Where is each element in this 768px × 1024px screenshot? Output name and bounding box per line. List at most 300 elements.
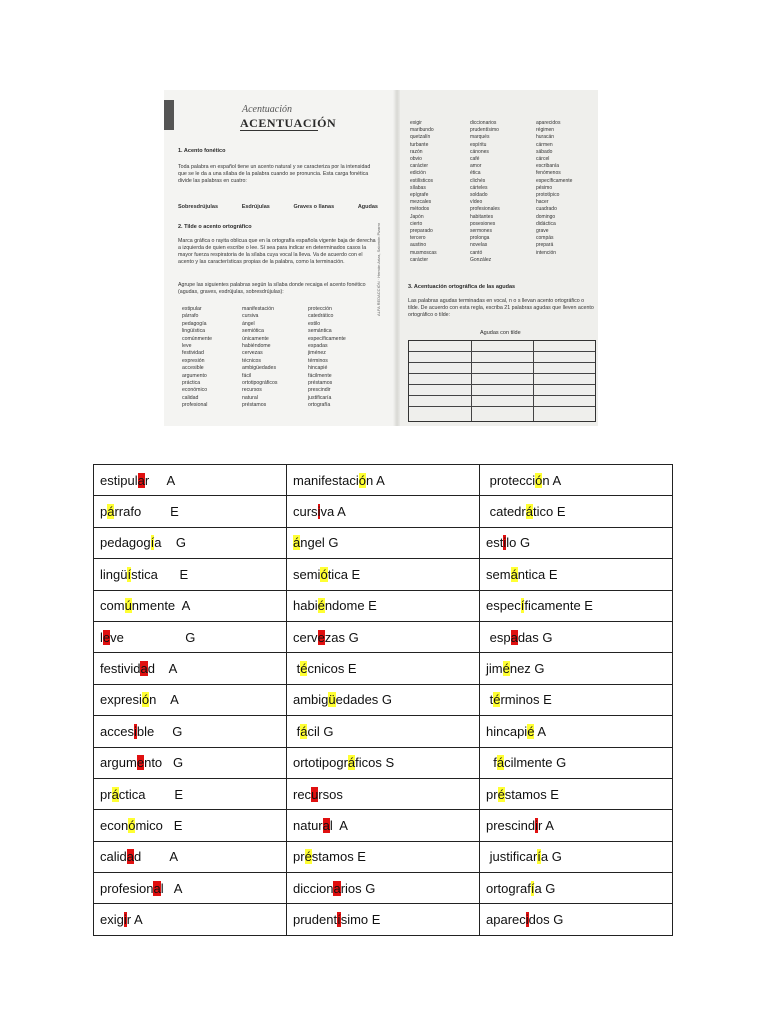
word-item: cantó	[470, 249, 483, 256]
title-rule	[240, 130, 318, 131]
table-row	[94, 810, 673, 841]
word-text: d A	[147, 661, 178, 677]
word-item: cárteles	[470, 184, 488, 191]
word-text: pedagog	[100, 535, 151, 551]
stress-highlight-yellow: í	[150, 535, 155, 551]
word-item: cánones	[470, 148, 489, 155]
answer-cell	[480, 465, 673, 496]
word-text: rios G	[340, 880, 376, 896]
answer-cell	[480, 559, 673, 590]
worksheet-left-page	[164, 90, 396, 426]
word-item: carácter	[410, 163, 429, 170]
word-item: prescindir	[308, 387, 331, 394]
word-item: específicamente	[308, 335, 346, 342]
word-text: r A	[538, 817, 554, 833]
word-text: a G	[534, 880, 556, 896]
answer-cell	[287, 873, 480, 904]
table-row	[94, 527, 673, 558]
word-text: cilmente G	[504, 755, 567, 771]
word-item: exigir	[410, 120, 422, 126]
right-column	[410, 120, 470, 264]
stress-highlight-red: e	[102, 629, 111, 645]
word-item: ortotipográficos	[242, 380, 278, 387]
stress-highlight-yellow: é	[527, 723, 535, 739]
word-text: simo E	[340, 912, 381, 928]
answer-cell	[287, 590, 480, 621]
word-text: exig	[100, 912, 124, 928]
word-item: prototípico	[536, 192, 560, 199]
word-text: rec	[293, 786, 312, 802]
word-text: ble G	[136, 723, 183, 739]
exercise-column	[308, 306, 374, 410]
word-text: r A	[126, 912, 143, 928]
stress-highlight-yellow: é	[304, 849, 312, 865]
word-text: ficos S	[355, 755, 395, 771]
word-text: econ	[100, 817, 129, 833]
word-text: a G	[154, 535, 187, 551]
word-text: prudent	[293, 912, 338, 928]
stress-highlight-yellow: é	[497, 786, 505, 802]
word-item: técnicos	[242, 357, 262, 364]
agudas-grid	[408, 340, 596, 422]
word-text: l	[100, 629, 103, 645]
word-text: pr	[293, 849, 305, 865]
word-text: cerv	[293, 629, 318, 645]
word-item: posesiones	[470, 220, 496, 227]
answer-cell	[480, 747, 673, 778]
word-item: quetzalín	[410, 134, 431, 141]
word-text: tico E	[532, 504, 566, 520]
word-text: hincapi	[486, 723, 528, 739]
word-text: n A	[149, 692, 179, 708]
word-item: expresión	[182, 357, 205, 364]
word-item: ortografía	[308, 402, 331, 409]
word-item: estilísticos	[410, 177, 434, 184]
stress-highlight-red: í	[337, 912, 341, 928]
word-item: marqués	[470, 134, 490, 141]
word-item: grave	[536, 228, 549, 235]
stress-highlight-red: a	[153, 880, 161, 896]
word-item: profesionales	[470, 206, 500, 213]
table-row	[94, 841, 673, 872]
answer-cell	[287, 465, 480, 496]
word-text: acces	[100, 723, 134, 739]
answer-cell	[480, 778, 673, 809]
stress-highlight-red: a	[333, 880, 341, 896]
word-text: curs	[293, 504, 318, 520]
table-row	[94, 778, 673, 809]
stress-highlight-yellow: ó	[128, 817, 136, 833]
word-text: protecci	[486, 472, 536, 488]
word-text: t	[486, 692, 494, 708]
word-type: Esdrújulas	[241, 204, 270, 210]
answer-cell	[287, 810, 480, 841]
word-text: com	[100, 598, 125, 614]
answer-cell	[94, 590, 287, 621]
word-item: justificaría	[308, 394, 332, 401]
word-item: lingüística	[182, 328, 206, 335]
word-text: festivid	[100, 661, 141, 677]
table-row	[94, 684, 673, 715]
stress-highlight-red: i	[133, 723, 137, 739]
word-item: café	[470, 156, 480, 163]
word-text: manifestaci	[293, 472, 359, 488]
answer-cell	[480, 653, 673, 684]
stress-highlight-yellow: á	[496, 755, 505, 771]
word-text: ntica E	[517, 566, 558, 582]
stress-highlight-red: e	[317, 629, 325, 645]
worksheet-scan	[164, 90, 598, 426]
stress-highlight-red: a	[140, 661, 148, 677]
answer-cell	[480, 590, 673, 621]
word-text: nmente A	[131, 598, 191, 614]
word-item: prepará	[536, 242, 554, 249]
answer-cell	[94, 810, 287, 841]
stress-highlight-yellow: á	[347, 755, 356, 771]
table-row	[94, 747, 673, 778]
answer-cell	[480, 841, 673, 872]
word-text: t	[293, 661, 301, 677]
stress-highlight-red: i	[123, 912, 127, 928]
word-text: jim	[486, 661, 503, 677]
word-item: vídeo	[470, 199, 483, 206]
answer-cell	[94, 621, 287, 652]
word-item: fenómenos	[536, 170, 561, 177]
answer-cell	[94, 747, 287, 778]
word-text: f	[486, 755, 497, 771]
word-text: pr	[100, 786, 112, 802]
word-text: calid	[100, 849, 127, 865]
stress-highlight-red: a	[126, 849, 134, 865]
stress-highlight-yellow: ó	[535, 472, 543, 488]
word-item: fácil	[242, 372, 252, 379]
word-text: d A	[133, 849, 179, 865]
word-item: fácilmente	[308, 372, 332, 379]
word-item: calidad	[182, 394, 199, 401]
word-item: didáctica	[536, 220, 556, 227]
exercise-column	[182, 306, 242, 410]
word-item: soldado	[470, 192, 488, 199]
right-column	[470, 120, 536, 264]
word-text: f	[293, 723, 301, 739]
word-text: espec	[486, 598, 521, 614]
word-text: ndome E	[324, 598, 377, 614]
stress-highlight-yellow: á	[107, 504, 115, 520]
stress-highlight-yellow: á	[293, 535, 301, 551]
word-text: tica E	[327, 566, 361, 582]
word-text: ortograf	[486, 880, 531, 896]
answer-cell	[287, 841, 480, 872]
stress-highlight-yellow: ó	[320, 566, 328, 582]
word-text: ficamente E	[524, 598, 593, 614]
answer-cell	[480, 873, 673, 904]
word-item: prudentísimo	[470, 127, 499, 134]
section2-heading: 2. Tilde o acento ortográfico	[178, 224, 252, 230]
word-item: domingo	[536, 213, 556, 220]
word-item: pésimo	[536, 184, 553, 191]
publisher-logo	[164, 100, 174, 130]
word-item: espíritu	[470, 141, 487, 148]
word-item: turbante	[410, 141, 429, 148]
table-row	[94, 873, 673, 904]
word-item: prolonga	[470, 235, 490, 242]
stress-highlight-red: u	[311, 786, 319, 802]
word-text: ortotipogr	[293, 755, 348, 771]
answer-cell	[480, 684, 673, 715]
table-row	[94, 621, 673, 652]
stress-highlight-yellow: ó	[141, 692, 150, 708]
word-text: mico E	[135, 817, 183, 833]
stress-highlight-yellow: é	[300, 661, 308, 677]
word-item: manifestación	[242, 306, 275, 312]
stress-highlight-red: a	[322, 817, 330, 833]
stress-highlight-yellow: í	[530, 880, 535, 896]
answer-cell	[287, 653, 480, 684]
exercise-column	[242, 306, 308, 410]
section3-text: Las palabras agudas terminadas en vocal, n o s llevan acento ortográfico o tilde. De acuerdo con esta regla, escriba 21 palabras agudas que lleven acento ortográfico o tilde:	[408, 298, 594, 318]
word-text: n A	[542, 472, 562, 488]
grid-title: Agudas con tilde	[480, 330, 521, 336]
word-text: rrafo E	[114, 504, 179, 520]
word-text: profesion	[100, 880, 154, 896]
answer-cell	[480, 621, 673, 652]
word-text: das G	[517, 629, 553, 645]
answer-cell	[480, 527, 673, 558]
word-type: Sobresdrújulas	[178, 204, 219, 210]
word-item: cierto	[410, 220, 423, 227]
word-text: sem	[486, 566, 511, 582]
answer-cell	[480, 810, 673, 841]
word-item: González	[470, 256, 492, 263]
word-text: A	[534, 723, 547, 739]
word-item: festividad	[182, 350, 204, 357]
word-item: préstamos	[308, 380, 333, 387]
answers-table	[93, 464, 673, 936]
word-item: habiéndome	[242, 343, 271, 350]
word-item: estilo	[308, 320, 321, 327]
word-item: semántica	[308, 328, 332, 335]
answer-cell	[287, 496, 480, 527]
section1-heading: 1. Acento fonético	[178, 148, 226, 154]
stress-highlight-yellow: í	[537, 849, 541, 865]
word-text: lo G	[506, 535, 531, 551]
answer-cell	[94, 559, 287, 590]
word-text: est	[486, 535, 504, 551]
word-item: Japón	[410, 213, 424, 220]
word-item: clichés	[470, 177, 486, 184]
answer-cell	[94, 778, 287, 809]
word-text: stamos E	[504, 786, 559, 802]
word-item: espadas	[308, 343, 328, 350]
table-row	[94, 559, 673, 590]
word-text: pr	[486, 786, 498, 802]
section2-text: Marca gráfica o rayita oblicua que en la ortografía española vigente baja de derecha a izquierda de quien escribe o lee. Sí sea para indicar en determinados casos la mayor fuerza respiratoria de la sílaba cuya vocal la lleva. Va de acuerdo con el acento y las características propias de la palabra, como la terminación.	[178, 238, 376, 265]
word-item: mezcales	[410, 199, 432, 206]
word-text: lingü	[100, 566, 128, 582]
word-item: escribanía	[536, 163, 560, 170]
stress-highlight-yellow: ü	[328, 692, 336, 708]
stress-highlight-yellow: é	[493, 692, 501, 708]
word-item: amor	[470, 163, 482, 170]
word-item: únicamente	[242, 335, 269, 342]
word-text: rsos	[318, 786, 343, 802]
word-text: habi	[293, 598, 318, 614]
word-item: diccionarios	[470, 120, 497, 126]
answer-cell	[287, 747, 480, 778]
word-item: argumento	[182, 372, 207, 379]
answer-cell	[287, 621, 480, 652]
word-text: prescind	[486, 817, 536, 833]
word-text: l A	[329, 817, 348, 833]
word-item: edición	[410, 170, 426, 177]
stress-highlight-red: i	[317, 504, 321, 520]
word-item: obvio	[410, 156, 422, 163]
word-text: nto G	[144, 755, 184, 771]
word-item: términos	[308, 357, 328, 364]
word-item: habitantes	[470, 213, 494, 220]
word-item: ángel	[242, 320, 255, 327]
word-item: tercero	[410, 235, 426, 242]
stress-highlight-red: i	[535, 817, 539, 833]
word-text: esp	[486, 629, 511, 645]
answer-cell	[287, 684, 480, 715]
word-item: carácter	[410, 256, 429, 263]
word-text: aparec	[486, 912, 526, 928]
answer-cell	[94, 653, 287, 684]
word-item: ambigüedades	[242, 365, 277, 372]
word-text: ctica E	[118, 786, 184, 802]
answer-cell	[94, 873, 287, 904]
word-text: r A	[144, 472, 176, 488]
answer-cell	[480, 716, 673, 747]
word-text: p	[100, 504, 108, 520]
word-item: jiménez	[308, 350, 326, 357]
word-item: cármen	[536, 141, 553, 148]
word-text: stamos E	[311, 849, 366, 865]
word-text: stica E	[131, 566, 189, 582]
word-item: comúnmente	[182, 335, 212, 342]
word-item: pedagogía	[182, 320, 207, 327]
word-item: préstamos	[242, 402, 267, 409]
stress-highlight-red: a	[510, 629, 518, 645]
stress-highlight-yellow: é	[317, 598, 325, 614]
right-word-columns	[410, 120, 596, 264]
word-item: leve	[182, 343, 192, 350]
word-item: práctica	[182, 380, 201, 387]
word-text: expresi	[100, 692, 142, 708]
word-text: edades G	[335, 692, 393, 708]
word-text: dos G	[528, 912, 564, 928]
answer-cell	[94, 496, 287, 527]
word-item: musmoscas	[410, 249, 437, 256]
answer-cell	[480, 496, 673, 527]
table-row	[94, 653, 673, 684]
word-text: cnicos E	[307, 661, 357, 677]
answer-cell	[94, 904, 287, 935]
word-item: económico	[182, 387, 208, 394]
answer-cell	[287, 716, 480, 747]
answer-cell	[94, 684, 287, 715]
word-item: novelas	[470, 242, 488, 249]
word-text: justificar	[486, 849, 538, 865]
word-item: métodos	[410, 206, 430, 213]
section1-text: Toda palabra en español tiene un acento natural y se caracteriza por la intensidad que se le da a una sílaba de la palabra cuando se pronuncia. Esta carga fonética divide las palabras en cuatro:	[178, 164, 371, 184]
word-text: ngel G	[300, 535, 339, 551]
word-text: semi	[293, 566, 321, 582]
word-item: huracán	[536, 134, 555, 141]
word-item: profesional	[182, 402, 208, 409]
word-item: estipular	[182, 306, 202, 312]
word-item: sílabas	[410, 184, 426, 191]
stress-highlight-yellow: á	[111, 786, 119, 802]
word-text: a G	[540, 849, 562, 865]
right-column	[536, 120, 596, 264]
word-item: austino	[410, 242, 427, 249]
stress-highlight-yellow: í	[520, 598, 525, 614]
stress-highlight-yellow: ó	[358, 472, 366, 488]
table-row	[94, 496, 673, 527]
table-row	[94, 716, 673, 747]
answer-cell	[94, 716, 287, 747]
worksheet-title-script: Acentuación	[242, 104, 292, 115]
word-item: semiótica	[242, 328, 264, 335]
side-credit: ALFA REDACCIÓN · Hernán Ariza, Salomón Pizarro	[376, 222, 381, 316]
answer-cell	[287, 904, 480, 935]
answer-cell	[287, 559, 480, 590]
word-item: aparecidos	[536, 120, 561, 126]
stress-highlight-red: i	[503, 535, 507, 551]
word-item: hincapié	[308, 365, 328, 372]
word-item: catedrático	[308, 313, 334, 320]
word-text: argum	[100, 755, 137, 771]
word-item: razón	[410, 148, 423, 155]
word-text: natur	[293, 817, 323, 833]
word-item: régimen	[536, 127, 555, 134]
word-type: Graves o llanas	[293, 204, 335, 210]
word-item: protección	[308, 306, 332, 312]
word-text: rminos E	[500, 692, 552, 708]
word-text: zas G	[324, 629, 359, 645]
section3-heading: 3. Acentuación ortográfica de las agudas	[408, 284, 516, 290]
answer-cell	[94, 841, 287, 872]
stress-highlight-red: i	[525, 912, 529, 928]
word-text: ambig	[293, 692, 329, 708]
word-item: compás	[536, 235, 554, 242]
word-text: n A	[365, 472, 385, 488]
stress-highlight-yellow: é	[502, 661, 510, 677]
word-item: ética	[470, 170, 481, 177]
answer-cell	[94, 527, 287, 558]
word-text: diccion	[293, 880, 334, 896]
word-item: hacer	[536, 199, 549, 206]
word-text: va A	[320, 504, 346, 520]
word-item: sermones	[470, 228, 492, 235]
stress-highlight-red: a	[137, 472, 145, 488]
stress-highlight-red: e	[136, 755, 145, 771]
word-item: epígrafe	[410, 192, 429, 199]
table-row	[94, 590, 673, 621]
table-row	[94, 904, 673, 935]
word-item: natural	[242, 394, 258, 401]
word-types-row	[178, 204, 378, 210]
answer-cell	[287, 778, 480, 809]
word-item: cárcel	[536, 156, 550, 163]
word-item: recursos	[242, 387, 262, 394]
word-text: ve G	[110, 629, 196, 645]
answer-cell	[480, 904, 673, 935]
exercise-text: Agrupe las siguientes palabras según la sílaba donde recaiga el acento fonético (agudas, graves, esdrújulas, sobresdrújulas):	[178, 282, 366, 295]
word-item: párrafo	[182, 313, 199, 320]
